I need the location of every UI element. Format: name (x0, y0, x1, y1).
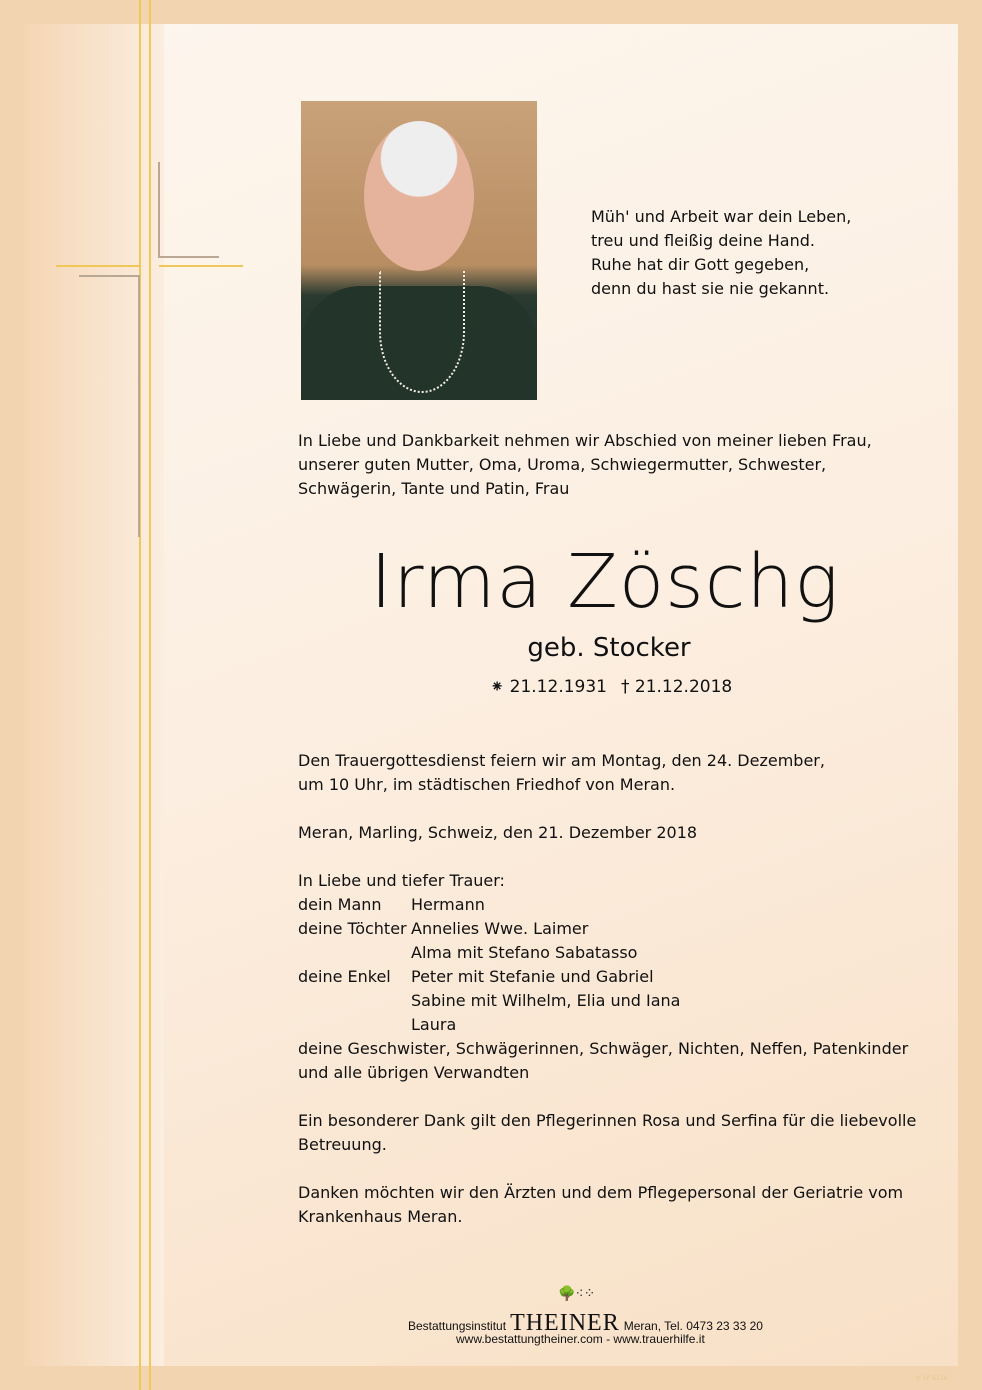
thanks-line: Krankenhaus Meran. (298, 1207, 463, 1226)
relation (298, 1013, 411, 1037)
footer-contact: Meran, Tel. 0473 23 33 20 (623, 1319, 763, 1333)
service-line: um 10 Uhr, im städtischen Friedhof von Meran. (298, 775, 676, 794)
mourner-names: Sabine mit Wilhelm, Elia und Iana (411, 991, 681, 1010)
relatives-line: und alle übrigen Verwandten (298, 1063, 530, 1082)
poem-line: treu und fleißig deine Hand. (591, 231, 815, 250)
mourner-names: Laura (411, 1015, 457, 1034)
death-date: † 21.12.2018 (620, 677, 733, 697)
cross-line (159, 265, 243, 267)
mourner-row (298, 965, 918, 989)
cross-line (158, 162, 160, 258)
template-code: © SP 6126 (915, 1375, 948, 1382)
deceased-name: Irma Zöschg (370, 539, 840, 625)
details (298, 749, 918, 1229)
cross-line (138, 275, 140, 537)
mourner-row (298, 941, 918, 965)
thanks-line: Danken möchten wir den Ärzten und dem Pflegepersonal der Geriatrie vom (298, 1183, 904, 1202)
cross-line (79, 275, 140, 277)
relation (298, 989, 411, 1013)
cross-line (149, 0, 151, 1390)
mourner-row (298, 989, 918, 1013)
relatives-line: deine Geschwister, Schwägerinnen, Schwäger, Nichten, Neffen, Patenkinder (298, 1039, 909, 1058)
cross-line (56, 265, 140, 267)
thanks-line: Ein besonderer Dank gilt den Pflegerinnen Rosa und Serfina für die liebevolle (298, 1111, 917, 1130)
service-line: Den Trauergottesdienst feiern wir am Montag, den 24. Dezember, (298, 751, 825, 770)
mourner-names: Annelies Wwe. Laimer (411, 919, 589, 938)
birth-name: geb. Stocker (527, 633, 691, 663)
mourner-names: Alma mit Stefano Sabatasso (411, 943, 638, 962)
poem-line: Müh' und Arbeit war dein Leben, (591, 207, 852, 226)
poem-line: Ruhe hat dir Gott gegeben, (591, 255, 810, 274)
tree-logo-icon: 🌳⁖⁘ (558, 1286, 596, 1302)
relation: dein Mann (298, 895, 382, 914)
footer-urls: www.bestattungtheiner.com - www.trauerhilfe.it (456, 1332, 705, 1346)
mourner-row (298, 893, 918, 917)
cross-line (158, 256, 219, 258)
birth-date: ⁕ 21.12.1931 (490, 677, 607, 697)
intro-text: In Liebe und Dankbarkeit nehmen wir Abschied von meiner lieben Frau, unserer guten Mutter, Oma, Uroma, Schwiegermutter, Schwester, Schwägerin, Tante und Patin, Frau (298, 431, 872, 498)
dates (490, 675, 746, 699)
relation: deine Enkel (298, 967, 391, 986)
thanks-line: Betreuung. (298, 1135, 387, 1154)
mourner-names: Hermann (411, 895, 485, 914)
poem (591, 205, 851, 301)
mourners-intro: In Liebe und tiefer Trauer: (298, 871, 505, 890)
relation (298, 941, 411, 965)
place-date: Meran, Marling, Schweiz, den 21. Dezember 2018 (298, 823, 698, 842)
mourner-names: Peter mit Stefanie und Gabriel (411, 967, 654, 986)
relation: deine Töchter (298, 919, 407, 938)
footer-prefix: Bestattungsinstitut (408, 1319, 507, 1333)
mourner-row (298, 917, 918, 941)
portrait-photo (301, 101, 537, 400)
mourner-row (298, 1013, 918, 1037)
poem-line: denn du hast sie nie gekannt. (591, 279, 830, 298)
cross-line (139, 0, 141, 1390)
brand-logo: THEINER (510, 1310, 620, 1336)
